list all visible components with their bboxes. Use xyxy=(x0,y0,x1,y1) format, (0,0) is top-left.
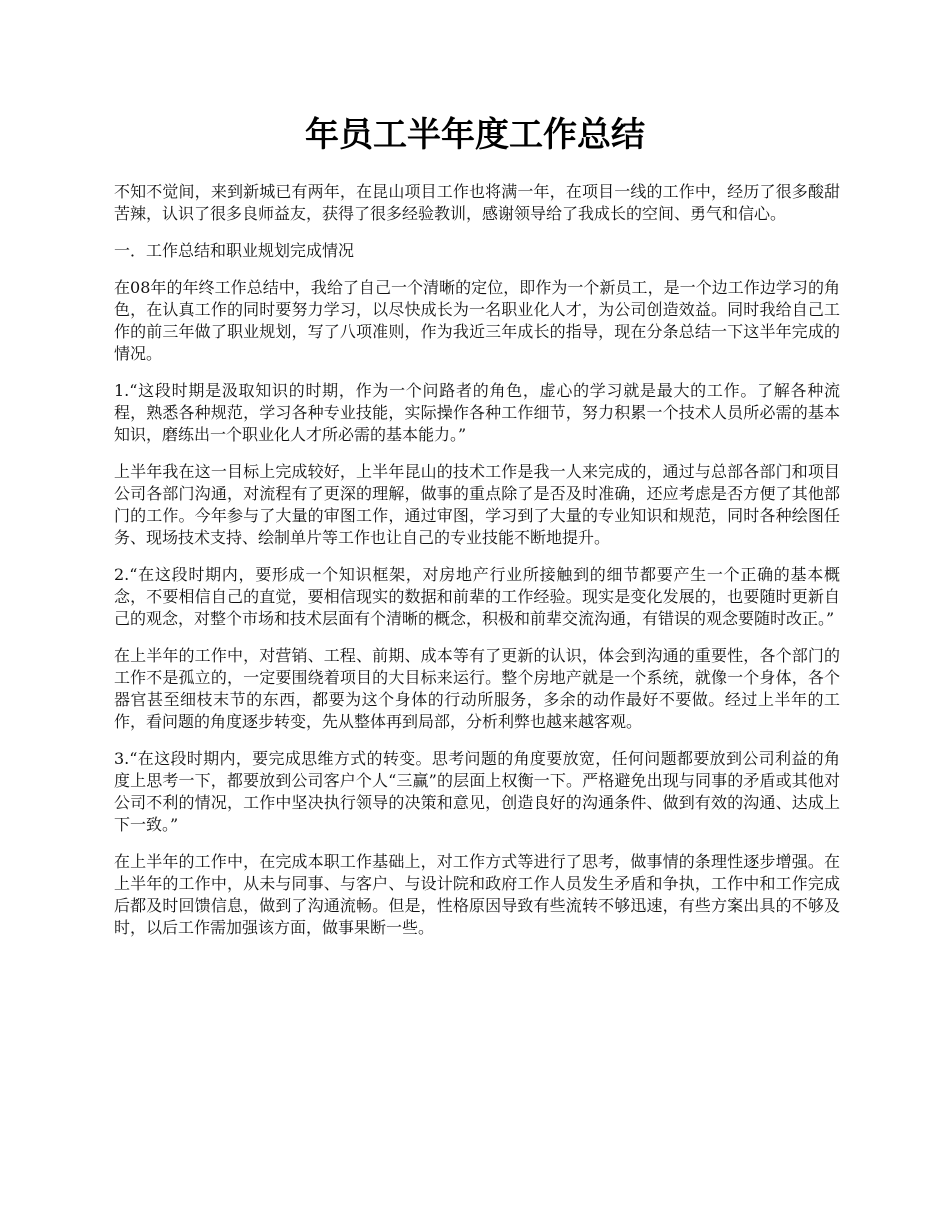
paragraph-principle-2-review: 在上半年的工作中，对营销、工程、前期、成本等有了更新的认识，体会到沟通的重要性，各个部门的工作不是孤立的，一定要围绕着项目的大目标来运行。整个房地产就是一个系统，就像一个身体，各个器官甚至细枝末节的东西，都要为这个身体的行动所服务，多余的动作最好不要做。经过上半年的工作，看问题的角度逐步转变，先从整体再到局部，分析利弊也越来越客观。 xyxy=(114,646,840,731)
principle-2: 2.“在这段时期内，要形成一个知识框架，对房地产行业所接触到的细节都要产生一个正确的基本概念，不要相信自己的直觉，要相信现实的数据和前辈的工作经验。现实是变化发展的，也要随时更新自己的观念，对整个市场和技术层面有个清晰的概念，积极和前辈交流沟通，有错误的观念要随时改正。” xyxy=(114,565,840,628)
paragraph-principle-1-review: 上半年我在这一目标上完成较好，上半年昆山的技术工作是我一人来完成的，通过与总部各部门和项目公司各部门沟通，对流程有了更深的理解，做事的重点除了是否及时准确，还应考虑是否方便了其他部门的工作。今年参与了大量的审图工作，通过审图，学习到了大量的专业知识和规范，同时各种绘图任务、现场技术支持、绘制单片等工作也让自己的专业技能不断地提升。 xyxy=(114,462,840,547)
document-body xyxy=(114,181,840,954)
principle-3: 3.“在这段时期内，要完成思维方式的转变。思考问题的角度要放宽，任何问题都要放到公司利益的角度上思考一下，都要放到公司客户个人“三赢”的层面上权衡一下。严格避免出现与同事的矛盾或其他对公司不利的情况，工作中坚决执行领导的决策和意见，创造良好的沟通条件、做到有效的沟通、达成上下一致。” xyxy=(114,749,840,834)
paragraph-positioning: 在08年的年终工作总结中，我给了自己一个清晰的定位，即作为一个新员工，是一个边工作边学习的角色，在认真工作的同时要努力学习，以尽快成长为一名职业化人才，为公司创造效益。同时我给自己工作的前三年做了职业规划，写了八项准则，作为我近三年成长的指导，现在分条总结一下这半年完成的情况。 xyxy=(114,278,840,363)
document-title: 年员工半年度工作总结 xyxy=(305,115,645,155)
paragraph-intro: 不知不觉间，来到新城已有两年，在昆山项目工作也将满一年，在项目一线的工作中，经历了很多酸甜苦辣，认识了很多良师益友，获得了很多经验教训，感谢领导给了我成长的空间、勇气和信心。 xyxy=(114,182,840,223)
principle-1: 1.“这段时期是汲取知识的时期，作为一个问路者的角色，虚心的学习就是最大的工作。了解各种流程，熟悉各种规范，学习各种专业技能，实际操作各种工作细节，努力积累一个技术人员所必需的基本知识，磨练出一个职业化人才所必需的基本能力。” xyxy=(114,381,840,444)
paragraph-principle-3-review: 在上半年的工作中，在完成本职工作基础上，对工作方式等进行了思考，做事情的条理性逐步增强。在上半年的工作中，从未与同事、与客户、与设计院和政府工作人员发生矛盾和争执，工作中和工作完成后都及时回馈信息，做到了沟通流畅。但是，性格原因导致有些流转不够迅速，有些方案出具的不够及时，以后工作需加强该方面，做事果断一些。 xyxy=(114,852,840,937)
section-heading: 一．工作总结和职业规划完成情况 xyxy=(114,241,355,260)
